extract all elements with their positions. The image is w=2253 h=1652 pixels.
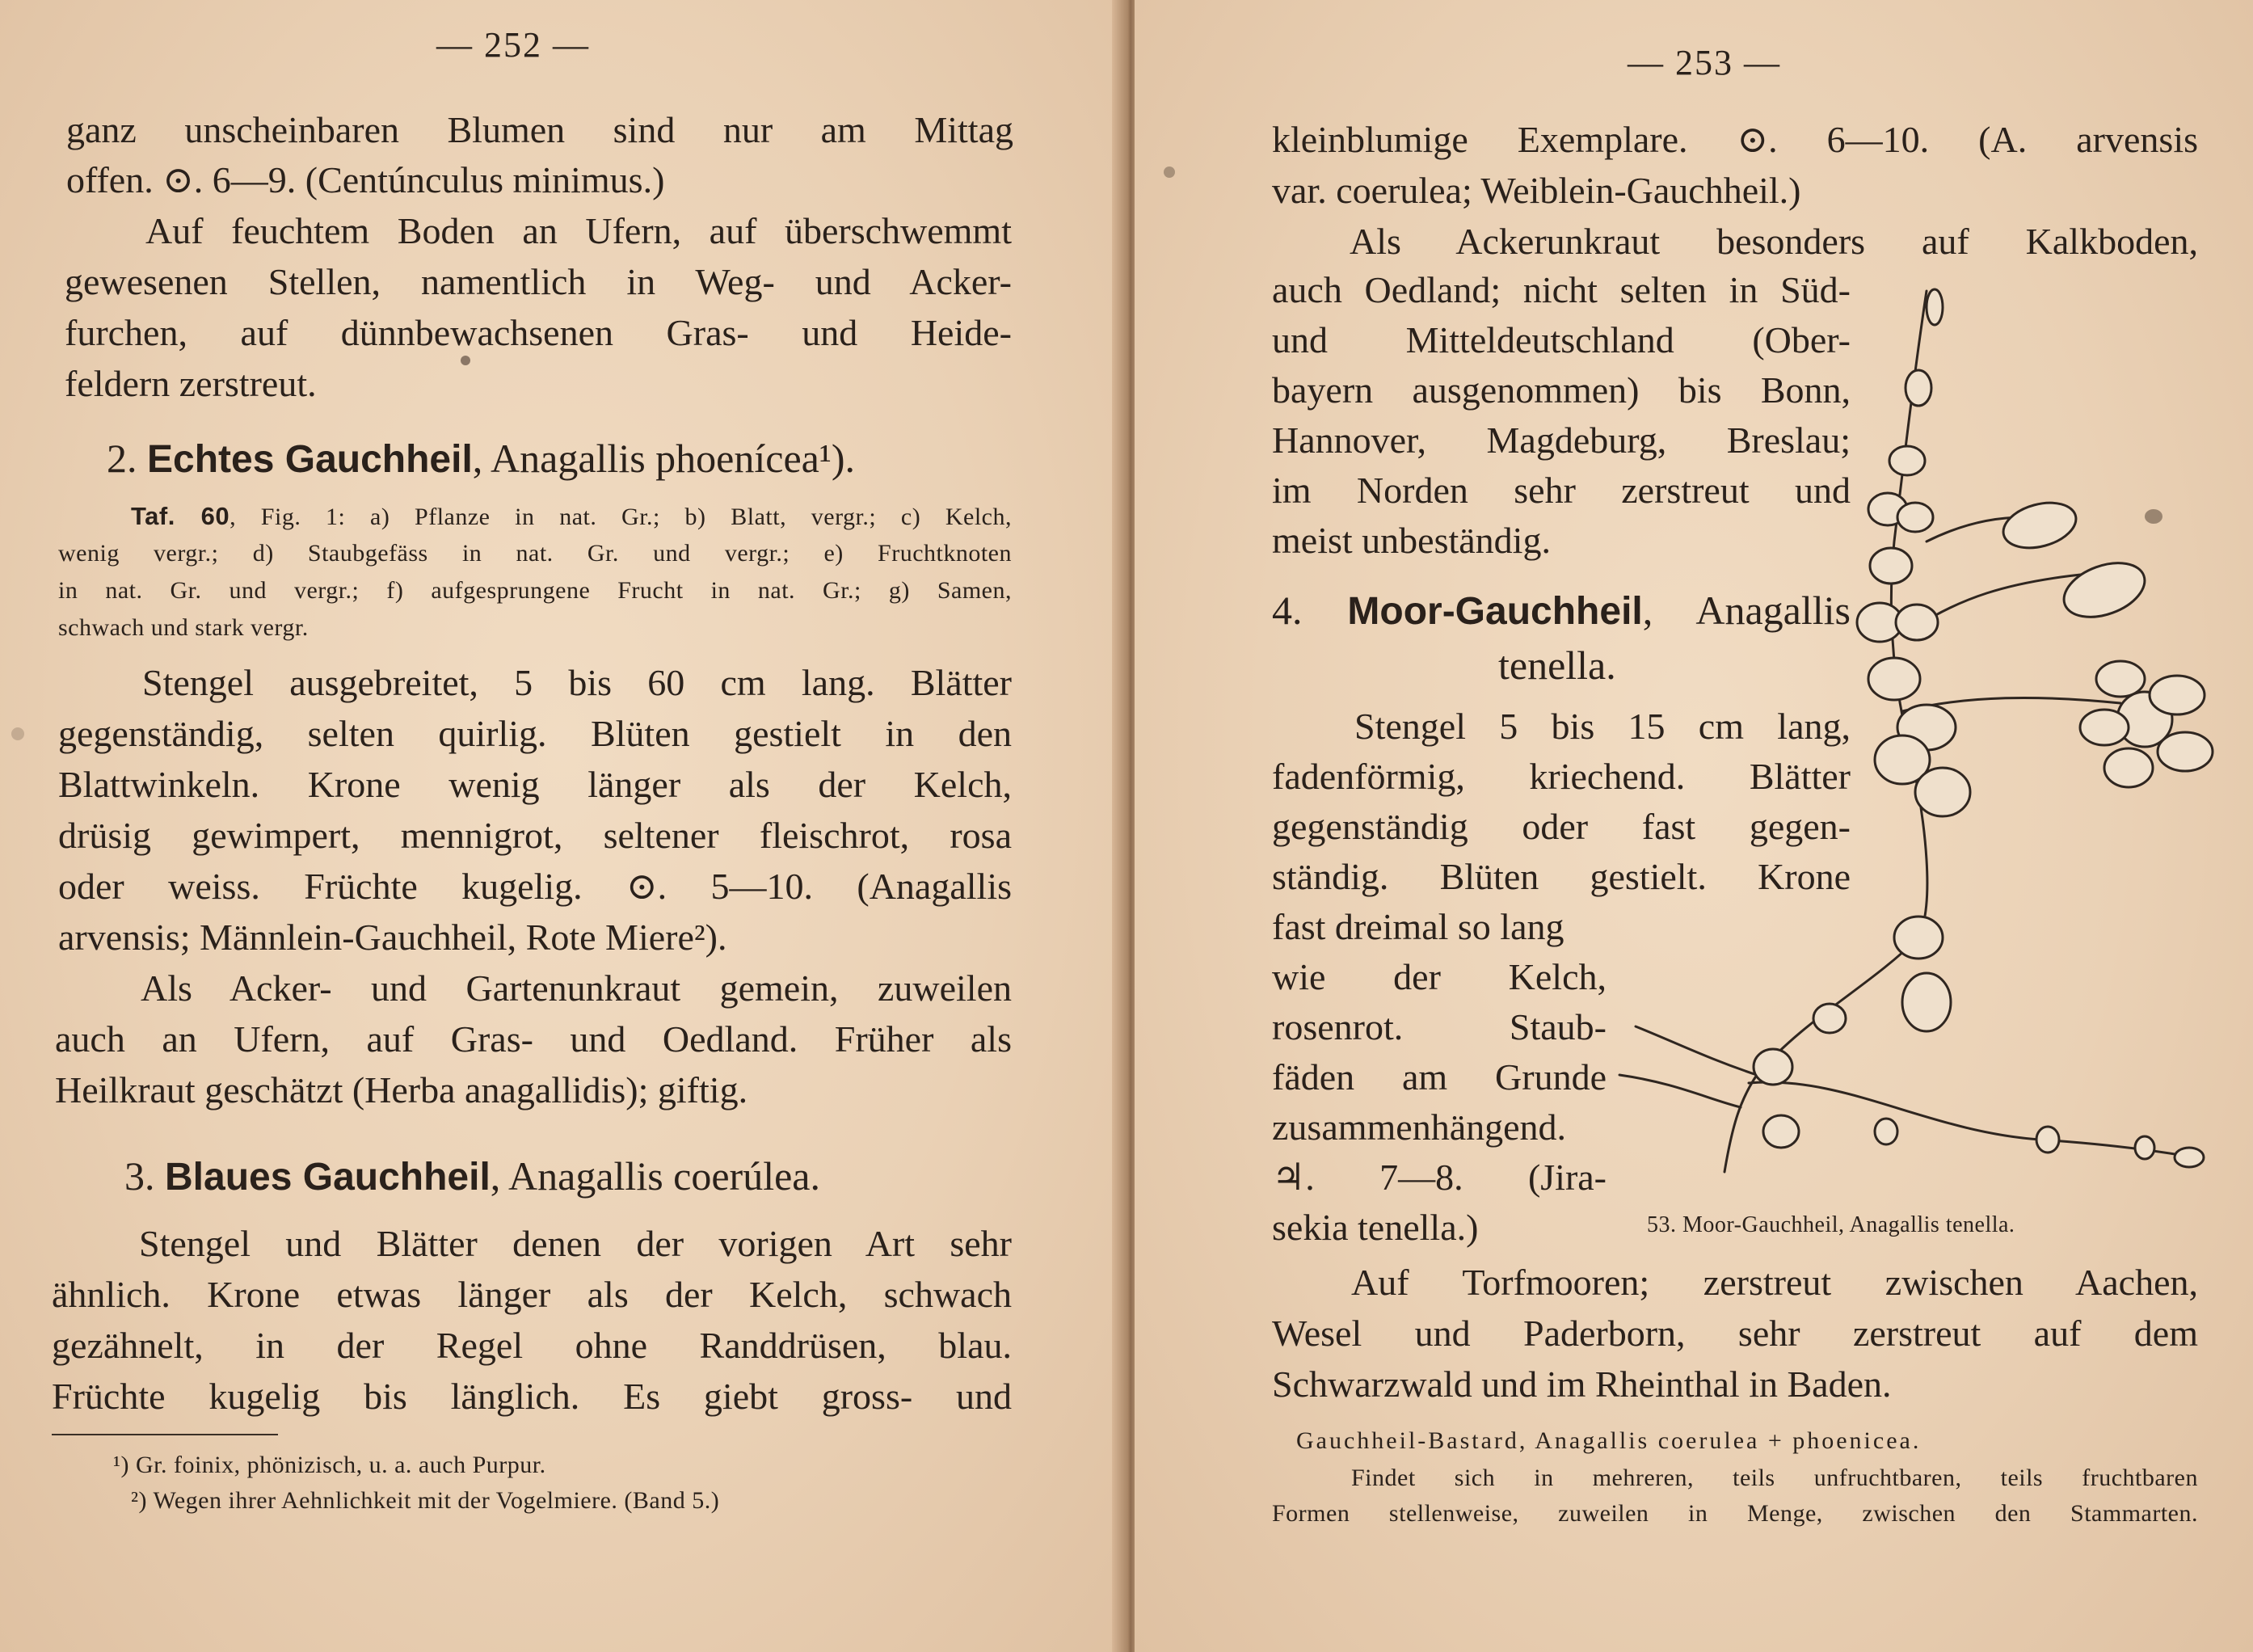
paper-stain (11, 727, 24, 740)
species-name: Echtes Gauchheil (147, 438, 473, 481)
text-line: drüsig gewimpert, mennigrot, seltener fleischrot, rosa (58, 815, 1012, 856)
species-heading-3: 3. Blaues Gauchheil, Anagallis coerúlea. (124, 1153, 820, 1199)
leaf (1754, 1049, 1792, 1085)
leaf (1906, 370, 1931, 406)
leaf (1902, 973, 1951, 1031)
flower-petal (2104, 748, 2153, 787)
text-line: ständig. Blüten gestielt. Krone (1272, 856, 1851, 897)
text-line: feldern zerstreut. (65, 363, 317, 404)
footnote-rule (52, 1434, 278, 1435)
leaf (1875, 1119, 1897, 1144)
text-line: auch an Ufern, auf Gras- und Oedland. Früher als (55, 1018, 1012, 1060)
text-line: ♃. 7—8. (Jira- (1272, 1157, 1607, 1198)
text-line: Auf Torfmooren; zerstreut zwischen Aachen, (1351, 1262, 2198, 1303)
leaf (1896, 605, 1938, 640)
text-line: zusammenhängend. (1272, 1106, 1567, 1148)
flower-bud (2175, 1148, 2204, 1167)
text-line: Früchte kugelig bis länglich. Es giebt gross- und (52, 1376, 1012, 1417)
text-line: Wesel und Paderborn, sehr zerstreut auf dem (1272, 1313, 2198, 1354)
hybrid-title: Gauchheil-Bastard, Anagallis coerulea + phoenicea. (1296, 1427, 1922, 1454)
leaf (1915, 768, 1970, 816)
text-line: Als Ackerunkraut besonders auf Kalkboden, (1350, 221, 2198, 262)
flower-bud (1927, 289, 1943, 325)
plate-reference: Taf. 60, Fig. 1: a) Pflanze in nat. Gr.; b) Blatt, vergr.; c) Kelch, (131, 502, 1013, 530)
right-page (1135, 0, 2253, 1652)
flower-petal (2080, 710, 2129, 745)
plant-root (1636, 1026, 1757, 1075)
text-line: gegenständig, selten quirlig. Blüten gestielt in den (58, 713, 1012, 754)
leaf (1889, 446, 1925, 475)
species-latin: , Anagallis coerúlea. (490, 1153, 820, 1199)
hybrid-text: Formen stellenweise, zuweilen in Menge, zwischen den Stammarten. (1272, 1500, 2198, 1527)
plant-root (1619, 1075, 1741, 1107)
text-line: furchen, auf dünnbewachsenen Gras- und Heide- (65, 312, 1012, 353)
text-line: Stengel und Blätter denen der vorigen Art sehr (139, 1223, 1012, 1264)
figure-caption: 53. Moor-Gauchheil, Anagallis tenella. (1647, 1212, 2015, 1237)
flower (1998, 495, 2081, 555)
text-line: ähnlich. Krone etwas länger als der Kelch, schwach (52, 1274, 1012, 1315)
text-line: arvensis; Männlein-Gauchheil, Rote Miere²). (58, 917, 727, 958)
leaf (1763, 1115, 1799, 1148)
species-heading-4: 4. Moor-Gauchheil, Anagallis (1272, 588, 1851, 633)
text-line: fäden am Grunde (1272, 1056, 1607, 1098)
text-line: rosenrot. Staub- (1272, 1006, 1607, 1047)
plant-stem (1749, 1082, 2185, 1156)
paper-stain (461, 356, 470, 365)
species-latin: , Anagallis (1642, 588, 1851, 633)
flower (2057, 553, 2152, 627)
text-line: Auf feuchtem Boden an Ufern, auf überschwemmt (145, 210, 1012, 251)
flower-petal (2096, 661, 2145, 697)
text-line: Schwarzwald und im Rheinthal in Baden. (1272, 1363, 1892, 1405)
plate-reference: in nat. Gr. und vergr.; f) aufgesprungene Frucht in nat. Gr.; g) Samen, (58, 577, 1012, 604)
paper-stain (2145, 509, 2162, 524)
species-latin: tenella. (1498, 643, 1616, 688)
text-line: ganz unscheinbaren Blumen sind nur am Mittag (66, 109, 1013, 150)
text-line: auch Oedland; nicht selten in Süd- (1272, 269, 1851, 310)
species-name: Moor-Gauchheil (1347, 590, 1643, 633)
footnote: ²) Wegen ihrer Aehnlichkeit mit der Vogelmiere. (Band 5.) (131, 1487, 720, 1514)
text-line: Blattwinkeln. Krone wenig länger als der Kelch, (58, 764, 1012, 805)
species-latin: , Anagallis phoenícea¹). (472, 436, 855, 481)
page-number-left: — 252 — (436, 25, 590, 65)
text-line: fadenförmig, kriechend. Blätter (1272, 756, 1851, 797)
plate-reference: schwach und stark vergr. (58, 614, 309, 641)
botanical-illustration (1587, 275, 2217, 1228)
text-line: kleinblumige Exemplare. ⊙. 6—10. (A. arvensis (1272, 119, 2198, 160)
hybrid-text: Findet sich in mehreren, teils unfruchtbaren, teils fruchtbaren (1351, 1464, 2198, 1491)
text-line: Stengel ausgebreitet, 5 bis 60 cm lang. Blätter (142, 662, 1012, 703)
leaf (2135, 1136, 2154, 1159)
plate-reference: wenig vergr.; d) Staubgefäss in nat. Gr. und vergr.; e) Fruchtknoten (58, 540, 1012, 567)
page-number-right: — 253 — (1628, 43, 1781, 82)
text-line: wie der Kelch, (1272, 956, 1607, 997)
text-line: gewesenen Stellen, namentlich in Weg- und Acker- (65, 261, 1012, 302)
flower-petal (2158, 732, 2213, 771)
leaf (2036, 1127, 2059, 1153)
text-line: meist unbeständig. (1272, 520, 1551, 561)
text-line: var. coerulea; Weiblein-Gauchheil.) (1272, 170, 1801, 211)
text-line: bayern ausgenommen) bis Bonn, (1272, 369, 1851, 411)
left-page (0, 0, 1125, 1652)
text-line: im Norden sehr zerstreut und (1272, 470, 1851, 511)
text-line: Als Acker- und Gartenunkraut gemein, zuweilen (141, 967, 1012, 1009)
leaf (1894, 917, 1943, 959)
footnote: ¹) Gr. foinix, phönizisch, u. a. auch Purpur. (113, 1452, 546, 1478)
species-name: Blaues Gauchheil (165, 1156, 491, 1199)
text-line: sekia tenella.) (1272, 1207, 1479, 1248)
text-line: offen. ⊙. 6—9. (Centúnculus minimus.) (66, 159, 665, 200)
leaf (1813, 1004, 1846, 1033)
leaf (1870, 548, 1912, 584)
text-line: Heilkraut geschätzt (Herba anagallidis); giftig. (55, 1069, 748, 1110)
text-line: gegenständig oder fast gegen- (1272, 806, 1851, 847)
species-heading-2: 2. Echtes Gauchheil, Anagallis phoenícea¹). (107, 436, 855, 481)
text-line: gezähnelt, in der Regel ohne Randdrüsen, blau. (52, 1325, 1012, 1366)
paper-stain (1164, 166, 1175, 178)
text-line: oder weiss. Früchte kugelig. ⊙. 5—10. (Anagallis (58, 866, 1012, 907)
text-line: fast dreimal so lang (1272, 906, 1564, 947)
text-line: Stengel 5 bis 15 cm lang, (1354, 706, 1851, 747)
flower-petal (2150, 676, 2205, 714)
text-line: und Mitteldeutschland (Ober- (1272, 319, 1851, 360)
leaf (1868, 658, 1920, 700)
text-line: Hannover, Magdeburg, Breslau; (1272, 419, 1851, 461)
leaf (1897, 503, 1933, 532)
